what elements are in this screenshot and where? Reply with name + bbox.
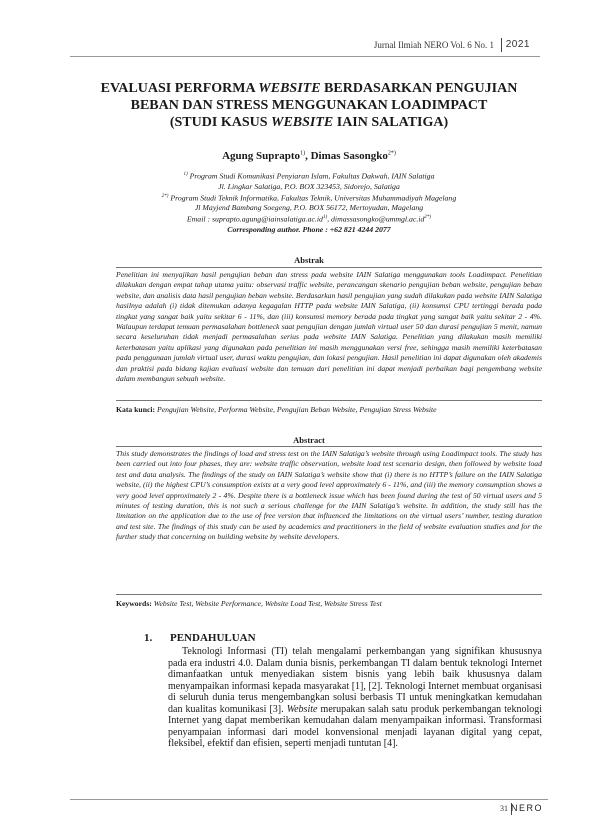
abstract-text: This study demonstrates the findings of load and stress test on the IAIN Salatiga’s website through using Loadimpact tools. The study has been carried out into four phases, they are: website traffic observation, website load test scenario design, then followed by website load test and data analysis. The findings of the study on IAIN Salatiga’s website show that (i) there is no HTTP’s failure on the IAIN Salatiga website, (ii) the highest CPU’s consumption exists at a very good level approximately 6 - 11%, and (iii) the memory consumption shows a very good level approximately 2 - 4%. Despite there is a bottleneck issue which has been found during the test of 50 virtual users and 5 minutes of testing duration, this is not such a serious challenge for the IAIN Salatiga’s website. In addition, the study still has the limitation on the application due to the use of free version that influenced the limitations on the virtual users’ number, testing duration and test site. The findings of this study can be used by academics and practitioners in the field of website evaluation studies and for the further study that concerning on building website by website developers. bbox=[116, 449, 542, 542]
affil-2-line-1: Program Studi Teknik Informatika, Fakultas Teknik, Universitas Muhammadiyah Magelang bbox=[168, 193, 457, 203]
title-line-2: BEBAN DAN STRESS MENGGUNAKAN LOADIMPACT bbox=[130, 98, 488, 113]
section-number: 1. bbox=[144, 632, 153, 644]
email-1: Email : suprapto.agung@iainsalatiga.ac.id bbox=[186, 214, 323, 224]
affiliations bbox=[70, 170, 548, 235]
abstrak-text: Penelitian ini menyajikan hasil pengujian beban dan stress pada website IAIN Salatiga menggunakan tools Loadimpact. Penelitian dilakukan dengan empat tahap utama yaitu: observasi traffic website, perancangan skenario pengujian beban website, pengujian beban website, dan analisis data hasil pengujian beban website. Berdasarkan hasil pengujian yang sudah dilakukan pada website IAIN Salatiga hasilnya adalah (i) tidak ditemukan adanya kegagalan HTTP pada website IAIN Salatiga, (ii) konsumsi CPU tertinggi berada pada tingkat yang sangat baik yaitu sekitar 6 - 11%, dan (iii) konsumsi memory berada pada tingkat yang sangat baik yaitu sekitar 2 - 4%. Walaupun terdapat temuan permasalahan bottleneck saat pengujian dengan jumlah virtual user 50 dan durasi pengujian 5 menit, namun secara keseluruhan tidak menjadi permasalahan serius pada website IAIN Salatiga. Penelitian yang dilakukan masih memiliki keterbatasan yaitu aplikasi yang digunakan pada penelitian ini masih menggunakan versi free, sehingga masih memiliki keterbatasan pada penggunaan jumlah virtual user, durasi waktu pengujian, dan lokasi pengujian. Hasil penelitian ini dapat digunakan oleh akademis dan praktisi pada bidang kajian evaluasi website dan temuan dari penelitian ini dapat menjadi perbaikan bagi pengembang website dalam membangun sebuah website. bbox=[116, 270, 542, 384]
author-1: Agung Suprapto bbox=[222, 150, 301, 162]
email-2: , dimassasongko@ummgl.ac.id bbox=[327, 214, 425, 224]
title-part: BERDASARKAN PENGUJIAN bbox=[320, 81, 518, 96]
author-separator: , bbox=[305, 150, 311, 162]
body-text-italic: Website bbox=[286, 703, 318, 715]
body-text-part: merupakan salah satu produk perkembangan teknologi Internet yang dapat memberikan kemudahan dalam menyampaikan informasi. Transformasi penyampaian informasi dari model konvensional menjadi layanan digital yang cepat, fleksibel, efektif dan efisien, seperti menjadi tuntutan [4]. bbox=[168, 703, 542, 749]
keywords-text: Website Test, Website Performance, Website Load Test, Website Stress Test bbox=[151, 599, 382, 608]
abstract-rule-bottom bbox=[116, 594, 542, 595]
kata-kunci-text: Pengujian Website, Performa Website, Pengujian Beban Website, Pengujian Stress Website bbox=[155, 405, 437, 414]
email-1-marker: 1) bbox=[322, 215, 328, 221]
abstrak-heading: Abstrak bbox=[294, 255, 324, 265]
header-rule bbox=[70, 56, 540, 57]
section-heading bbox=[144, 632, 256, 644]
header-year: 2021 bbox=[505, 39, 530, 50]
email-2-marker: 2*) bbox=[424, 215, 432, 221]
page-number: 31 bbox=[500, 804, 508, 813]
title-italic: WEBSITE bbox=[258, 81, 321, 96]
affil-1-marker: 1) bbox=[183, 172, 188, 177]
title-part: IAIN SALATIGA) bbox=[333, 115, 449, 130]
affil-2-line-2: Jl Mayjend Bambang Soegeng, P.O. BOX 56172, Mertoyudan, Magelang bbox=[194, 203, 424, 213]
author-2-marker: 2*) bbox=[387, 150, 396, 157]
abstrak-rule-bottom bbox=[116, 400, 542, 401]
title-italic: WEBSITE bbox=[271, 115, 334, 130]
paper-title bbox=[70, 80, 548, 131]
title-part: (STUDI KASUS bbox=[169, 115, 271, 130]
keywords-label: Keywords: bbox=[116, 599, 152, 608]
footer-rule bbox=[70, 799, 548, 800]
abstract-heading: Abstract bbox=[293, 435, 325, 445]
author-list bbox=[70, 150, 548, 162]
title-part: EVALUASI PERFORMA bbox=[100, 81, 259, 96]
email-line bbox=[70, 213, 548, 225]
header-journal-name: Jurnal Ilmiah NERO Vol. 6 No. 1 bbox=[373, 40, 494, 50]
abstrak-rule-top bbox=[116, 267, 542, 268]
section-title: PENDAHULUAN bbox=[170, 632, 256, 644]
affil-1-line-2: Jl. Lingkar Salatiga, P.O. BOX 323453, Sidorejo, Salatiga bbox=[218, 181, 400, 191]
body-text-part: Teknologi Informasi (TI) telah mengalami perkembangan yang signifikan khususnya pada era industri 4.0. Dalam dunia bisnis, perkembangan TI dalam bentuk teknologi Internet dimanfaatkan untuk menyediakan sistem bisnis yang lebih baik khususnya dalam menyampaikan informasi kepada masyarakat [1], [2]. Teknologi Internet membuat organisasi di seluruh dunia terus mengembangkan solusi berbasis TI untuk meningkatkan kemudahan dan kualitas komunikasi [3]. bbox=[168, 646, 542, 715]
footer-journal-logo: NERO bbox=[510, 803, 543, 813]
kata-kunci bbox=[116, 405, 542, 414]
keywords bbox=[116, 599, 542, 608]
author-2: Dimas Sasongko bbox=[310, 150, 388, 162]
author-1-marker: 1) bbox=[300, 150, 306, 157]
affil-1-line-1: Program Studi Komunikasi Penyiaran Islam, Fakultas Dakwah, IAIN Salatiga bbox=[187, 171, 435, 181]
running-header bbox=[0, 36, 600, 56]
abstract-rule-top bbox=[116, 446, 542, 447]
affil-2-marker: 2*) bbox=[161, 193, 169, 199]
corresponding-author: Corresponding author. Phone : +62 821 4244 2077 bbox=[227, 224, 391, 234]
section-body bbox=[168, 646, 542, 750]
kata-kunci-label: Kata kunci: bbox=[116, 405, 156, 414]
header-divider bbox=[501, 38, 502, 52]
